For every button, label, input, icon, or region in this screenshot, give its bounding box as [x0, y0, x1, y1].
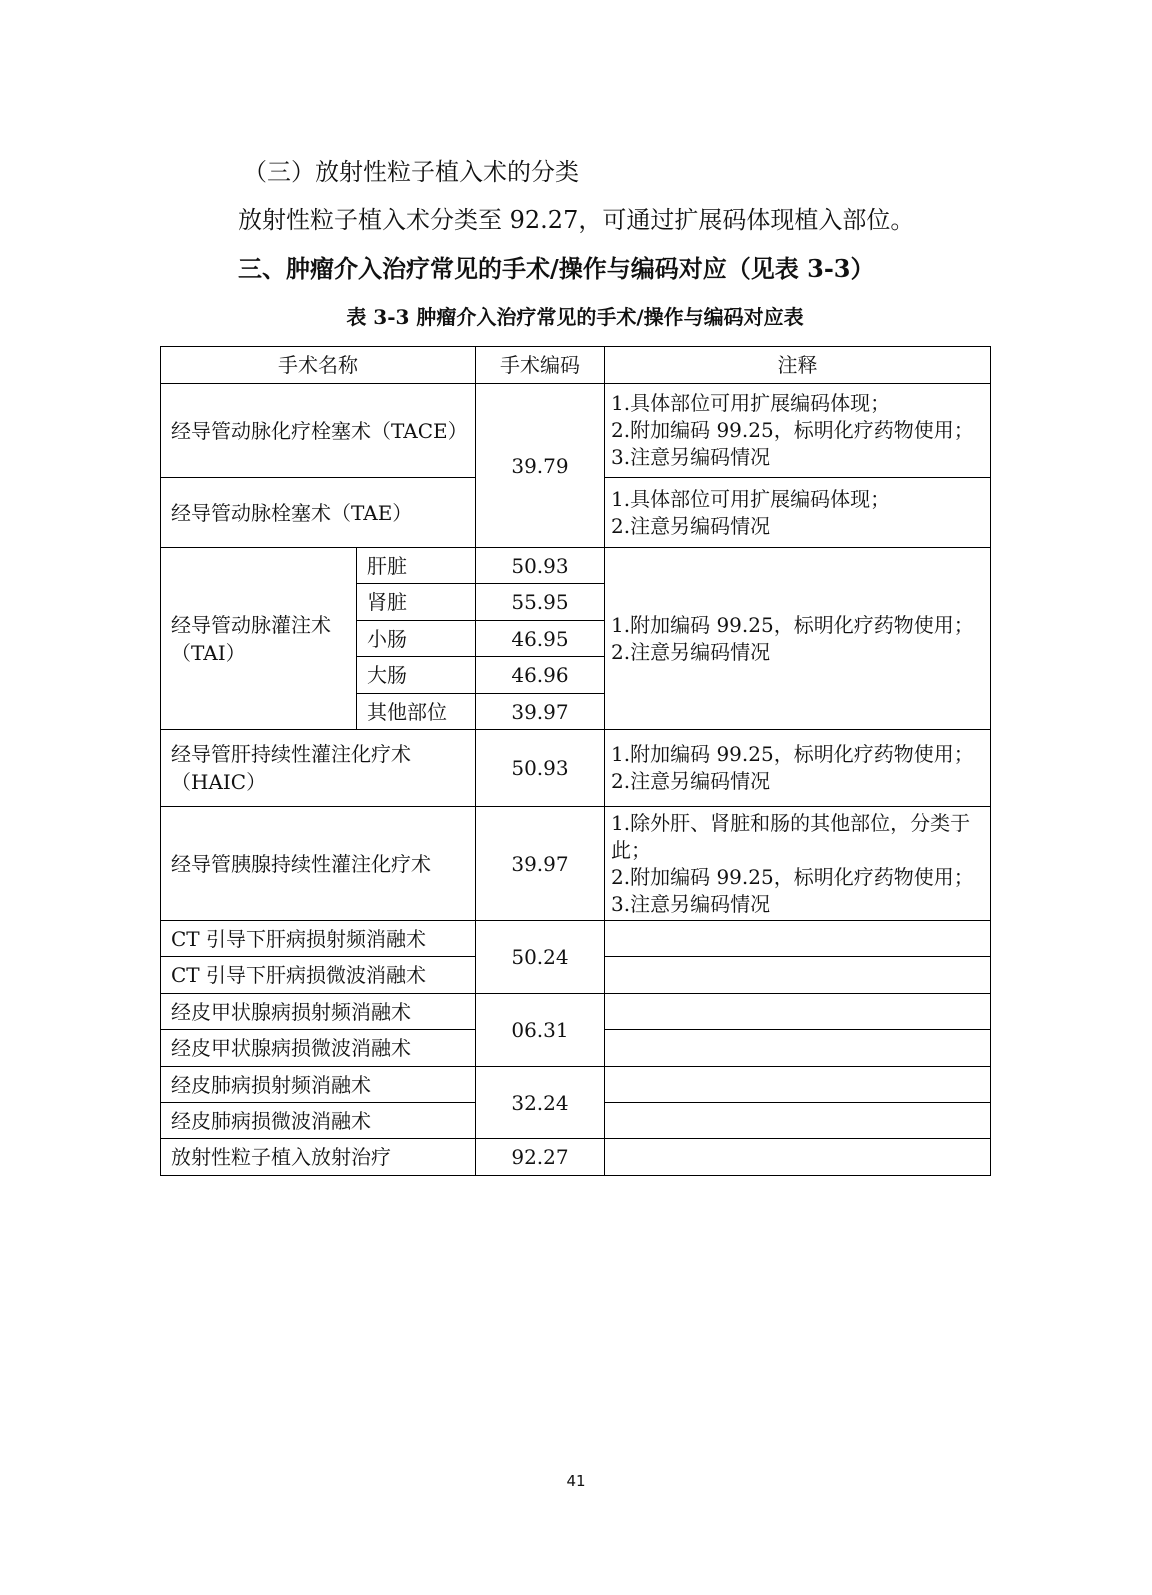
tai-site: 肾脏	[357, 584, 476, 621]
table-row	[161, 1067, 991, 1103]
tai-site: 肝脏	[357, 548, 476, 584]
table-row	[161, 807, 991, 921]
note-empty	[605, 1139, 991, 1176]
procedure-code-tace-tae: 39.79	[476, 384, 605, 548]
procedure-name-tai: 经导管动脉灌注术 （TAI）	[161, 548, 357, 730]
procedure-name-haic: 经导管肝持续性灌注化疗术 （HAIC）	[161, 730, 476, 807]
note-haic: 1.附加编码 99.25，标明化疗药物使用； 2.注意另编码情况	[605, 730, 991, 807]
tai-site: 其他部位	[357, 694, 476, 730]
procedure-code-table	[160, 346, 991, 1176]
header-procedure-code: 手术编码	[476, 347, 605, 384]
header-procedure-name: 手术名称	[161, 347, 476, 384]
procedure-name-pancreas: 经导管胰腺持续性灌注化疗术	[161, 807, 476, 921]
procedure-name-thyroid-mwa: 经皮甲状腺病损微波消融术	[161, 1030, 476, 1067]
procedure-name-thyroid-rfa: 经皮甲状腺病损射频消融术	[161, 994, 476, 1030]
tai-code: 46.96	[476, 657, 605, 694]
tai-site: 大肠	[357, 657, 476, 694]
procedure-code-pancreas: 39.97	[476, 807, 605, 921]
procedure-name-lung-rfa: 经皮肺病损射频消融术	[161, 1067, 476, 1103]
note-empty	[605, 921, 991, 957]
note-pancreas: 1.除外肝、肾脏和肠的其他部位，分类于此； 2.附加编码 99.25，标明化疗药物使用； 3.注意另编码情况	[605, 807, 991, 921]
procedure-code-haic: 50.93	[476, 730, 605, 807]
table-caption: 表 3-3 肿瘤介入治疗常见的手术/操作与编码对应表	[346, 305, 804, 329]
procedure-name-liver-rfa: CT 引导下肝病损射频消融术	[161, 921, 476, 957]
subsection-heading: （三）放射性粒子植入术的分类	[243, 158, 579, 186]
procedure-name-tae: 经导管动脉栓塞术（TAE）	[161, 478, 476, 548]
table-row	[161, 384, 991, 478]
procedure-code-lung-ablation: 32.24	[476, 1067, 605, 1139]
note-tae: 1.具体部位可用扩展编码体现； 2.注意另编码情况	[605, 478, 991, 548]
procedure-code-seed: 92.27	[476, 1139, 605, 1176]
note-empty	[605, 994, 991, 1030]
procedure-name-liver-mwa: CT 引导下肝病损微波消融术	[161, 957, 476, 994]
body-paragraph: 放射性粒子植入术分类至 92.27，可通过扩展码体现植入部位。	[238, 206, 915, 234]
tai-code: 55.95	[476, 584, 605, 621]
note-tace: 1.具体部位可用扩展编码体现； 2.附加编码 99.25，标明化疗药物使用； 3.注意另编码情况	[605, 384, 991, 478]
table-header-row	[161, 347, 991, 384]
note-empty	[605, 1067, 991, 1103]
procedure-name-lung-mwa: 经皮肺病损微波消融术	[161, 1103, 476, 1139]
procedure-code-liver-ablation: 50.24	[476, 921, 605, 994]
tai-code: 46.95	[476, 621, 605, 657]
section-heading: 三、肿瘤介入治疗常见的手术/操作与编码对应（见表 3-3）	[238, 254, 875, 283]
note-tai: 1.附加编码 99.25，标明化疗药物使用； 2.注意另编码情况	[605, 548, 991, 730]
procedure-name-tace: 经导管动脉化疗栓塞术（TACE）	[161, 384, 476, 478]
note-empty	[605, 1030, 991, 1067]
tai-code: 39.97	[476, 694, 605, 730]
tai-site: 小肠	[357, 621, 476, 657]
note-empty	[605, 957, 991, 994]
table-row	[161, 548, 991, 584]
table-row	[161, 994, 991, 1030]
table-row	[161, 921, 991, 957]
table-row	[161, 730, 991, 807]
table-row	[161, 1139, 991, 1176]
header-notes: 注释	[605, 347, 991, 384]
procedure-code-thyroid-ablation: 06.31	[476, 994, 605, 1067]
procedure-name-seed: 放射性粒子植入放射治疗	[161, 1139, 476, 1176]
tai-code: 50.93	[476, 548, 605, 584]
note-empty	[605, 1103, 991, 1139]
page-number: 41	[566, 1472, 586, 1490]
